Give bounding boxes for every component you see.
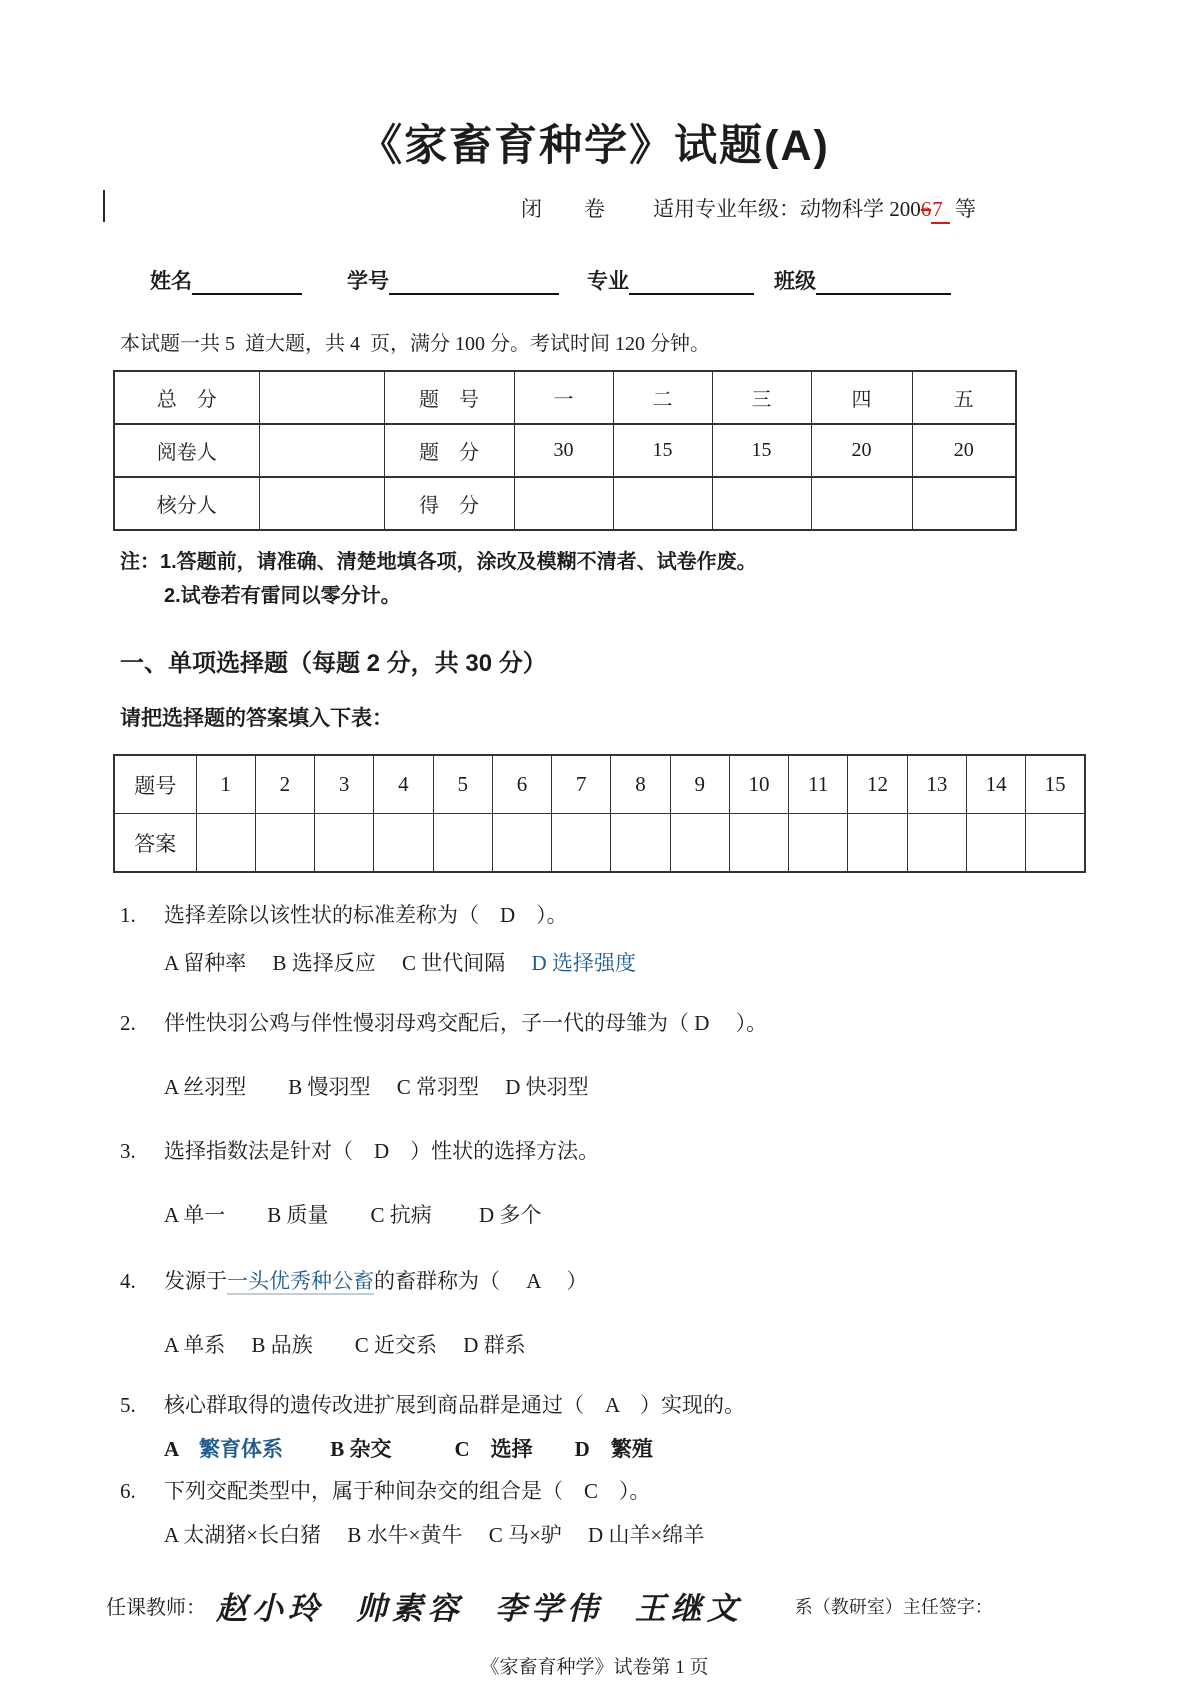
answer-cell [492, 814, 551, 873]
name-blank-field [192, 271, 302, 295]
q-col-6: 6 [492, 755, 551, 814]
answer-cell [729, 814, 788, 873]
class-blank-field [816, 271, 951, 295]
student-id-blank-field [389, 271, 559, 295]
checker-cell [259, 477, 384, 530]
question-options [120, 1071, 1189, 1101]
options-text: A 太湖猪×长白猪 B 水牛×黄牛 C 马×驴 D 山羊×绵羊 [164, 1523, 705, 1547]
question-score-label: 题 分 [384, 424, 514, 477]
grader-cell [259, 424, 384, 477]
question-number: 2. [120, 1011, 136, 1035]
q-col-9: 9 [670, 755, 729, 814]
options-text: A 单一 B 质量 C 抗病 D 多个 [164, 1203, 542, 1227]
options-text: A 留种率 B 选择反应 C 世代间隔 [164, 951, 532, 975]
question-number: 1. [120, 903, 136, 927]
question-stem [120, 1389, 1189, 1419]
answer-table-number-label: 题号 [114, 755, 196, 814]
question-5 [120, 1389, 1189, 1463]
applicable-major-line [653, 193, 976, 224]
teacher-label: 任课教师： [106, 1597, 206, 1619]
section-col-3: 三 [712, 371, 811, 424]
section-col-4: 四 [811, 371, 912, 424]
major-blank-field [629, 271, 754, 295]
q-col-10: 10 [729, 755, 788, 814]
question-options [120, 1433, 1189, 1463]
answer-cell [552, 814, 611, 873]
question-stem [120, 1265, 1189, 1295]
score-value-2: 15 [613, 424, 712, 477]
answer-cell [789, 814, 848, 873]
question-text: 伴性快羽公鸡与伴性慢羽母鸡交配后，子一代的母雏为（ D ）。 [164, 1011, 768, 1035]
student-id-label: 学号 [347, 270, 389, 293]
answer-cell [670, 814, 729, 873]
q-col-5: 5 [433, 755, 492, 814]
exam-notes [120, 545, 1189, 613]
question-number-label: 题 号 [384, 371, 514, 424]
q-col-15: 15 [1026, 755, 1085, 814]
q-col-4: 4 [374, 755, 433, 814]
note-line-1: 注：1.答题前，请准确、清楚地填各项，涂改及模糊不清者、试卷作废。 [120, 551, 757, 573]
signature-row [106, 1583, 1189, 1628]
teacher-signatures: 赵小玲 帅素容 李学伟 王继文 [216, 1591, 743, 1627]
section-col-1: 一 [514, 371, 613, 424]
question-text: 选择指数法是针对（ D ）性状的选择方法。 [164, 1139, 600, 1163]
highlighted-stem-phrase: 一头优秀种公畜 [227, 1269, 374, 1293]
year-strikethrough: 6 [920, 197, 932, 221]
name-label: 姓名 [150, 270, 192, 293]
answer-cell [255, 814, 314, 873]
table-row [114, 424, 1016, 477]
table-row [114, 755, 1085, 814]
obtained-cell-2 [613, 477, 712, 530]
question-number: 3. [120, 1139, 136, 1163]
section-one-heading: 一、单项选择题（每题 2 分，共 30 分） [120, 650, 547, 677]
choice-answer-table [113, 754, 1086, 873]
exam-mode-label: 闭 卷 [521, 197, 605, 221]
total-score-cell [259, 371, 384, 424]
q-col-3: 3 [315, 755, 374, 814]
table-row [114, 371, 1016, 424]
option-letter: A [164, 1437, 200, 1461]
options-text: A 单系 B 品族 C 近交系 D 群系 [164, 1333, 526, 1357]
table-row [114, 477, 1016, 530]
answer-sheet-instruction: 请把选择题的答案填入下表： [120, 707, 393, 730]
answer-cell [1026, 814, 1085, 873]
question-stem [120, 1007, 1189, 1037]
section-col-5: 五 [912, 371, 1016, 424]
answer-cell [315, 814, 374, 873]
q-col-2: 2 [255, 755, 314, 814]
question-options [120, 1519, 1189, 1549]
highlighted-answer-option: 繁育体系 [199, 1437, 284, 1461]
question-4 [120, 1265, 1189, 1359]
q-col-8: 8 [611, 755, 670, 814]
checker-label: 核分人 [114, 477, 259, 530]
question-stem [120, 899, 1189, 929]
question-number: 4. [120, 1269, 136, 1293]
page-footer-note: 《家畜育种学》试卷第 1 页 [480, 1657, 709, 1678]
answer-cell [611, 814, 670, 873]
answer-cell [907, 814, 966, 873]
answer-cell [966, 814, 1025, 873]
applicable-suffix: 等 [949, 197, 976, 221]
note-line-2: 2.试卷若有雷同以零分计。 [164, 585, 401, 607]
question-number: 6. [120, 1479, 136, 1503]
answer-table-answer-label: 答案 [114, 814, 196, 873]
score-summary-table [113, 370, 1017, 531]
answer-cell [848, 814, 907, 873]
obtained-cell-3 [712, 477, 811, 530]
obtained-cell-1 [514, 477, 613, 530]
question-stem [120, 1135, 1189, 1165]
answer-cell [433, 814, 492, 873]
answer-cell [374, 814, 433, 873]
score-value-3: 15 [712, 424, 811, 477]
director-signature-label: 系（教研室）主任签字： [794, 1596, 993, 1617]
highlighted-answer-option: D 选择强度 [531, 951, 636, 975]
question-options [120, 1329, 1189, 1359]
question-text: 的畜群称为（ A ） [374, 1269, 588, 1293]
q-col-14: 14 [966, 755, 1025, 814]
question-text: 发源于 [164, 1269, 227, 1293]
total-score-label: 总 分 [114, 371, 259, 424]
question-6 [120, 1475, 1189, 1549]
subtitle-row [0, 189, 1189, 225]
obtained-cell-5 [912, 477, 1016, 530]
q-col-13: 13 [907, 755, 966, 814]
class-label: 班级 [774, 270, 816, 293]
question-options [120, 1199, 1189, 1229]
question-text: 下列交配类型中，属于种间杂交的组合是（ C ）。 [164, 1479, 651, 1503]
obtained-cell-4 [811, 477, 912, 530]
options-text: A 丝羽型 B 慢羽型 C 常羽型 D 快羽型 [164, 1075, 589, 1099]
q-col-7: 7 [552, 755, 611, 814]
q-col-1: 1 [196, 755, 255, 814]
question-2 [120, 1007, 1189, 1101]
score-value-5: 20 [912, 424, 1016, 477]
question-stem [120, 1475, 1189, 1505]
question-3 [120, 1135, 1189, 1229]
grader-label: 阅卷人 [114, 424, 259, 477]
major-label: 专业 [587, 270, 629, 293]
applicable-prefix: 适用专业年级：动物科学 200 [653, 197, 921, 221]
obtained-score-label: 得 分 [384, 477, 514, 530]
options-text: B 杂交 C 选择 D 繁殖 [283, 1437, 653, 1461]
question-text: 核心群取得的遗传改进扩展到商品群是通过（ A ）实现的。 [164, 1393, 746, 1417]
score-value-1: 30 [514, 424, 613, 477]
exam-intro-line: 本试题一共 5 道大题，共 4 页，满分 100 分。考试时间 120 分钟。 [120, 333, 710, 355]
table-row [114, 814, 1085, 873]
question-text: 选择差除以该性状的标准差称为（ D ）。 [164, 903, 568, 927]
student-info-row [150, 265, 1189, 295]
answer-cell [196, 814, 255, 873]
question-1 [120, 899, 1189, 977]
question-options [120, 947, 1189, 977]
section-col-2: 二 [613, 371, 712, 424]
score-value-4: 20 [811, 424, 912, 477]
q-col-12: 12 [848, 755, 907, 814]
page-title: 《家畜育种学》试题(A) [359, 122, 830, 170]
year-correction: 7 [931, 197, 950, 224]
q-col-11: 11 [789, 755, 848, 814]
question-number: 5. [120, 1393, 136, 1417]
